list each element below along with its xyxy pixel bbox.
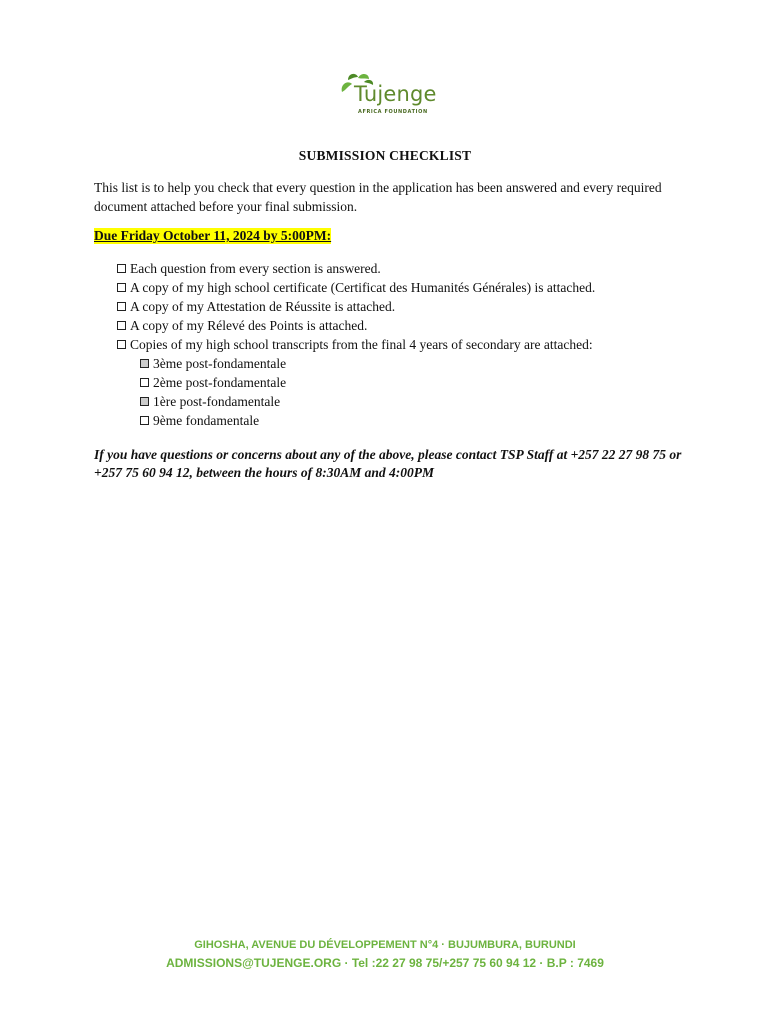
checkbox-icon[interactable] [140, 378, 149, 387]
checklist-item [117, 278, 717, 297]
sub-checklist-item-label: 1ère post-fondamentale [153, 393, 281, 409]
checklist-item-label: A copy of my high school certificate (Certificat des Humanités Générales) is attached. [130, 279, 596, 295]
checkbox-icon[interactable] [117, 264, 126, 273]
checklist-item [117, 297, 717, 316]
logo-subtitle: AFRICA FOUNDATION [358, 109, 428, 115]
checklist [117, 259, 717, 430]
checkbox-icon[interactable] [140, 416, 149, 425]
footer [0, 936, 770, 972]
contact-note: If you have questions or concerns about any of the above, please contact TSP Staff at +257 22 27 98 75 or +257 75 60 94 12, between the hours of 8:30AM and 4:00PM [94, 447, 682, 480]
checkbox-icon[interactable] [117, 321, 126, 330]
sub-checklist-item-label: 3ème post-fondamentale [153, 355, 287, 371]
tujenge-logo [336, 68, 446, 118]
page-title: SUBMISSION CHECKLIST [298, 148, 472, 163]
checklist-item [117, 316, 717, 335]
due-date: Due Friday October 11, 2024 by 5:00PM: [94, 228, 332, 243]
checklist-item-label: A copy of my Attestation de Réussite is attached. [130, 298, 396, 314]
sub-checklist-item [117, 354, 717, 373]
footer-address: GIHOSHA, AVENUE DU DÉVELOPPEMENT N°4 · BUJUMBURA, BURUNDI [194, 939, 576, 951]
checkbox-icon[interactable] [117, 302, 126, 311]
checklist-item-label: Each question from every section is answered. [130, 260, 381, 276]
sub-checklist-item-label: 9ème fondamentale [153, 412, 260, 428]
intro-paragraph: This list is to help you check that every question in the application has been answered and every required document attached before your final submission. [94, 180, 662, 214]
checklist-item [117, 259, 717, 278]
logo-wordmark: Tujenge [354, 82, 437, 106]
sub-checklist-item-label: 2ème post-fondamentale [153, 374, 287, 390]
sub-checklist-item [117, 392, 717, 411]
checkbox-icon[interactable] [140, 359, 149, 368]
sub-checklist-item [117, 411, 717, 430]
footer-phone: · Tel :22 27 98 75/+257 75 60 94 12 · B.P : 7469 [341, 956, 604, 970]
checklist-item-label: Copies of my high school transcripts from the final 4 years of secondary are attached: [130, 336, 593, 352]
checkbox-icon[interactable] [117, 283, 126, 292]
sub-checklist-item [117, 373, 717, 392]
footer-email[interactable]: ADMISSIONS@TUJENGE.ORG [166, 956, 342, 970]
checklist-item-label: A copy of my Rélevé des Points is attached. [130, 317, 368, 333]
checklist-item [117, 335, 717, 354]
checkbox-icon[interactable] [117, 340, 126, 349]
checkbox-icon[interactable] [140, 397, 149, 406]
